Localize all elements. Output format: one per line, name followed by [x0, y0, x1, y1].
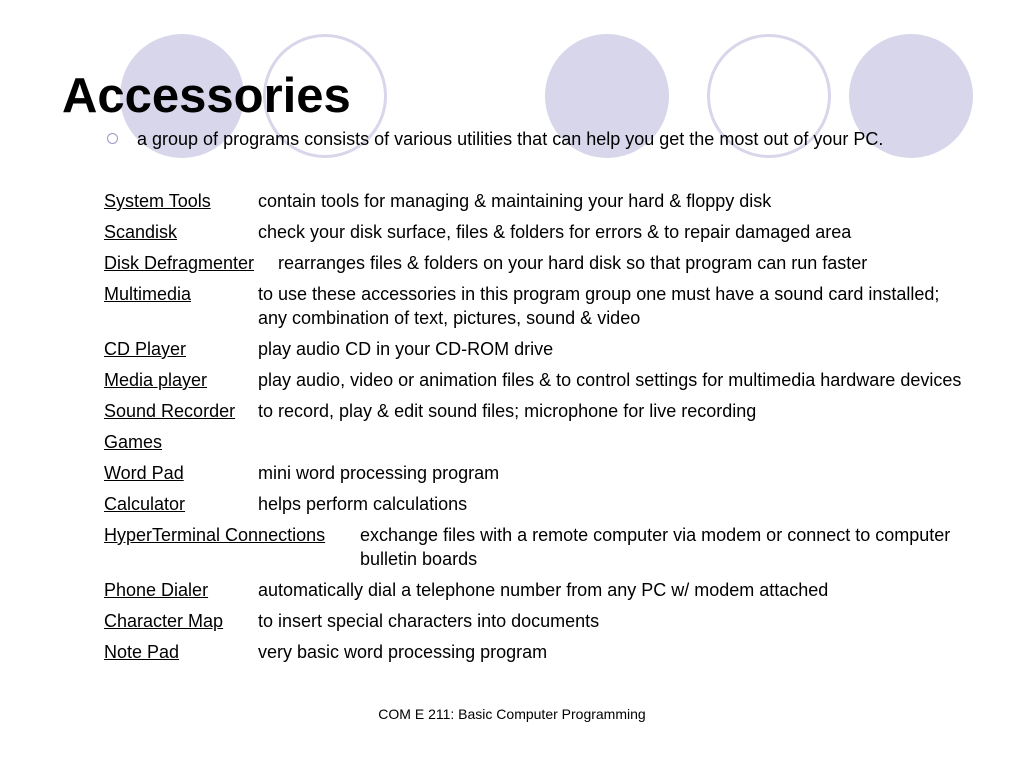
list-item [104, 461, 964, 485]
entry-term: HyperTerminal Connections [104, 525, 326, 545]
entry-definition: to use these accessories in this program group one must have a sound card installed; any combination of text, pictures, sound & video [258, 284, 940, 328]
entry-definition: check your disk surface, files & folders for errors & to repair damaged area [258, 222, 852, 242]
list-item [104, 337, 964, 361]
entry-definition: rearranges files & folders on your hard disk so that program can run faster [278, 253, 868, 273]
intro-text: a group of programs consists of various utilities that can help you get the most out of your PC. [137, 129, 884, 149]
entry-term: Character Map [104, 611, 224, 631]
entry-term: Disk Defragmenter [104, 253, 255, 273]
entry-term: Scandisk [104, 222, 178, 242]
list-item [104, 492, 964, 516]
list-item [104, 368, 964, 392]
entry-definition: mini word processing program [258, 463, 500, 483]
slide-title: Accessories [62, 69, 351, 123]
accessories-list [104, 189, 964, 671]
entry-term: Sound Recorder [104, 401, 236, 421]
entry-term: Calculator [104, 494, 186, 514]
list-item [104, 640, 964, 664]
slide-footer: COM E 211: Basic Computer Programming [378, 706, 646, 722]
entry-term: Multimedia [104, 284, 192, 304]
entry-definition [258, 430, 964, 454]
entry-definition: automatically dial a telephone number from any PC w/ modem attached [258, 580, 829, 600]
entry-definition: exchange files with a remote computer via modem or connect to computer bulletin boards [360, 525, 951, 569]
list-item [104, 578, 964, 602]
entry-definition: play audio, video or animation files & to control settings for multimedia hardware devices [258, 370, 962, 390]
entry-definition: play audio CD in your CD-ROM drive [258, 339, 554, 359]
bullet-circle-icon [107, 133, 118, 144]
entry-term: CD Player [104, 339, 187, 359]
entry-term: System Tools [104, 191, 211, 211]
list-item [104, 523, 964, 571]
list-item [104, 282, 964, 330]
list-item [104, 430, 964, 454]
entry-term: Word Pad [104, 463, 184, 483]
list-item [104, 251, 964, 275]
list-item [104, 399, 964, 423]
entry-definition: contain tools for managing & maintaining your hard & floppy disk [258, 191, 772, 211]
list-item [104, 609, 964, 633]
entry-term: Note Pad [104, 642, 180, 662]
entry-definition: helps perform calculations [258, 494, 468, 514]
entry-definition: very basic word processing program [258, 642, 548, 662]
entry-definition: to record, play & edit sound files; microphone for live recording [258, 401, 757, 421]
entry-term: Phone Dialer [104, 580, 209, 600]
entry-definition: to insert special characters into documents [258, 611, 600, 631]
entry-term: Games [104, 432, 163, 452]
entry-term: Media player [104, 370, 208, 390]
list-item [104, 220, 964, 244]
list-item [104, 189, 964, 213]
